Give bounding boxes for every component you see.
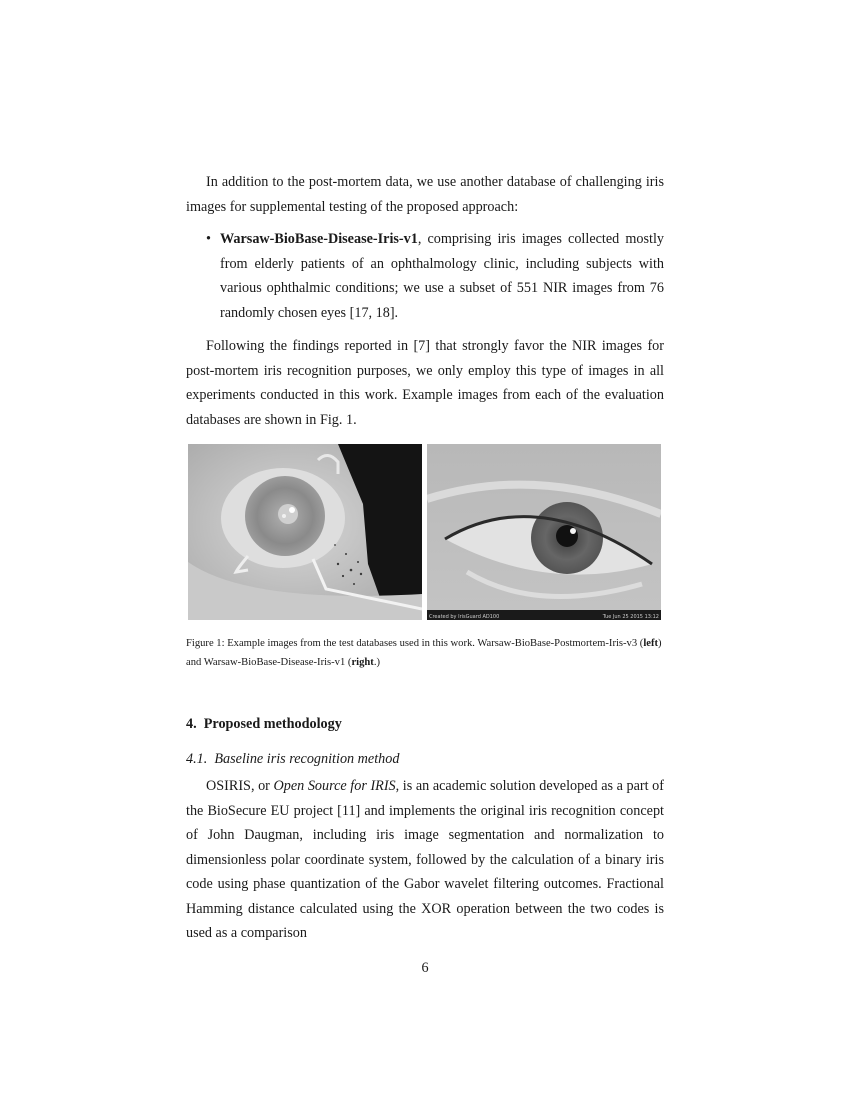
figure-caption xyxy=(186,634,664,672)
italic-term: Open Source for IRIS xyxy=(273,778,396,794)
image-caption-right: Tue Jun 25 2015 13:12 xyxy=(602,614,659,620)
dataset-name: Warsaw-BioBase-Disease-Iris-v1 xyxy=(220,231,418,247)
paragraph-nir: Following the findings reported in [7] that strongly favor the NIR images for post-mortem iris recognition purposes, we only employ this type of images in all experiments conducted in this work. Example images from each of the evaluation databases are shown in Fig. 1. xyxy=(186,338,664,428)
subsection-number: 4.1. xyxy=(186,751,208,767)
subsection-title: Baseline iris recognition method xyxy=(214,751,400,767)
paragraph-text: OSIRIS, or xyxy=(206,778,274,794)
page-content xyxy=(186,170,664,946)
section-heading xyxy=(186,716,664,733)
paragraph-osiris xyxy=(186,774,664,946)
dataset-description: , comprising iris images collected mostly from elderly patients of an ophthalmology clinic, including subjects with various ophthalmic conditions; we use a subset of 551 NIR images from 76 randomly chosen eyes [17, 18]. xyxy=(220,231,664,321)
image-caption-left: Created by IrisGuard AD100 xyxy=(429,614,500,620)
caption-left-label: left xyxy=(643,638,659,649)
caption-text: Figure 1: Example images from the test databases used in this work. Warsaw-BioBase-Postmortem-Iris-v3 ( xyxy=(186,638,644,649)
section-title: Proposed methodology xyxy=(203,716,342,732)
postmortem-eye-image xyxy=(188,444,422,620)
section-number: 4. xyxy=(186,716,197,732)
disease-eye-image xyxy=(427,444,661,620)
bullet-marker: • xyxy=(206,231,211,247)
caption-right-label: right xyxy=(351,657,374,668)
subsection-heading xyxy=(186,751,664,768)
paragraph-text: , is an academic solution developed as a part of the BioSecure EU project [11] and implements the original iris recognition concept of John Daugman, including iris image segmentation and normalization to dimensionless polar coordinate system, followed by the calculation of a binary iris code using phase quantization of the Gabor wavelet filtering outcomes. Fractional Hamming distance calculated using the XOR operation between the two codes is used as a comparison xyxy=(186,778,664,941)
caption-text: ) and Warsaw-BioBase-Disease-Iris-v1 ( xyxy=(186,638,662,668)
caption-text: .) xyxy=(373,657,381,668)
bullet-list xyxy=(186,227,664,325)
figure-1 xyxy=(186,444,664,622)
paragraph-intro: In addition to the post-mortem data, we use another database of challenging iris images for supplemental testing of the proposed approach: xyxy=(186,174,664,215)
list-item xyxy=(206,227,664,325)
page-number: 6 xyxy=(421,960,429,976)
